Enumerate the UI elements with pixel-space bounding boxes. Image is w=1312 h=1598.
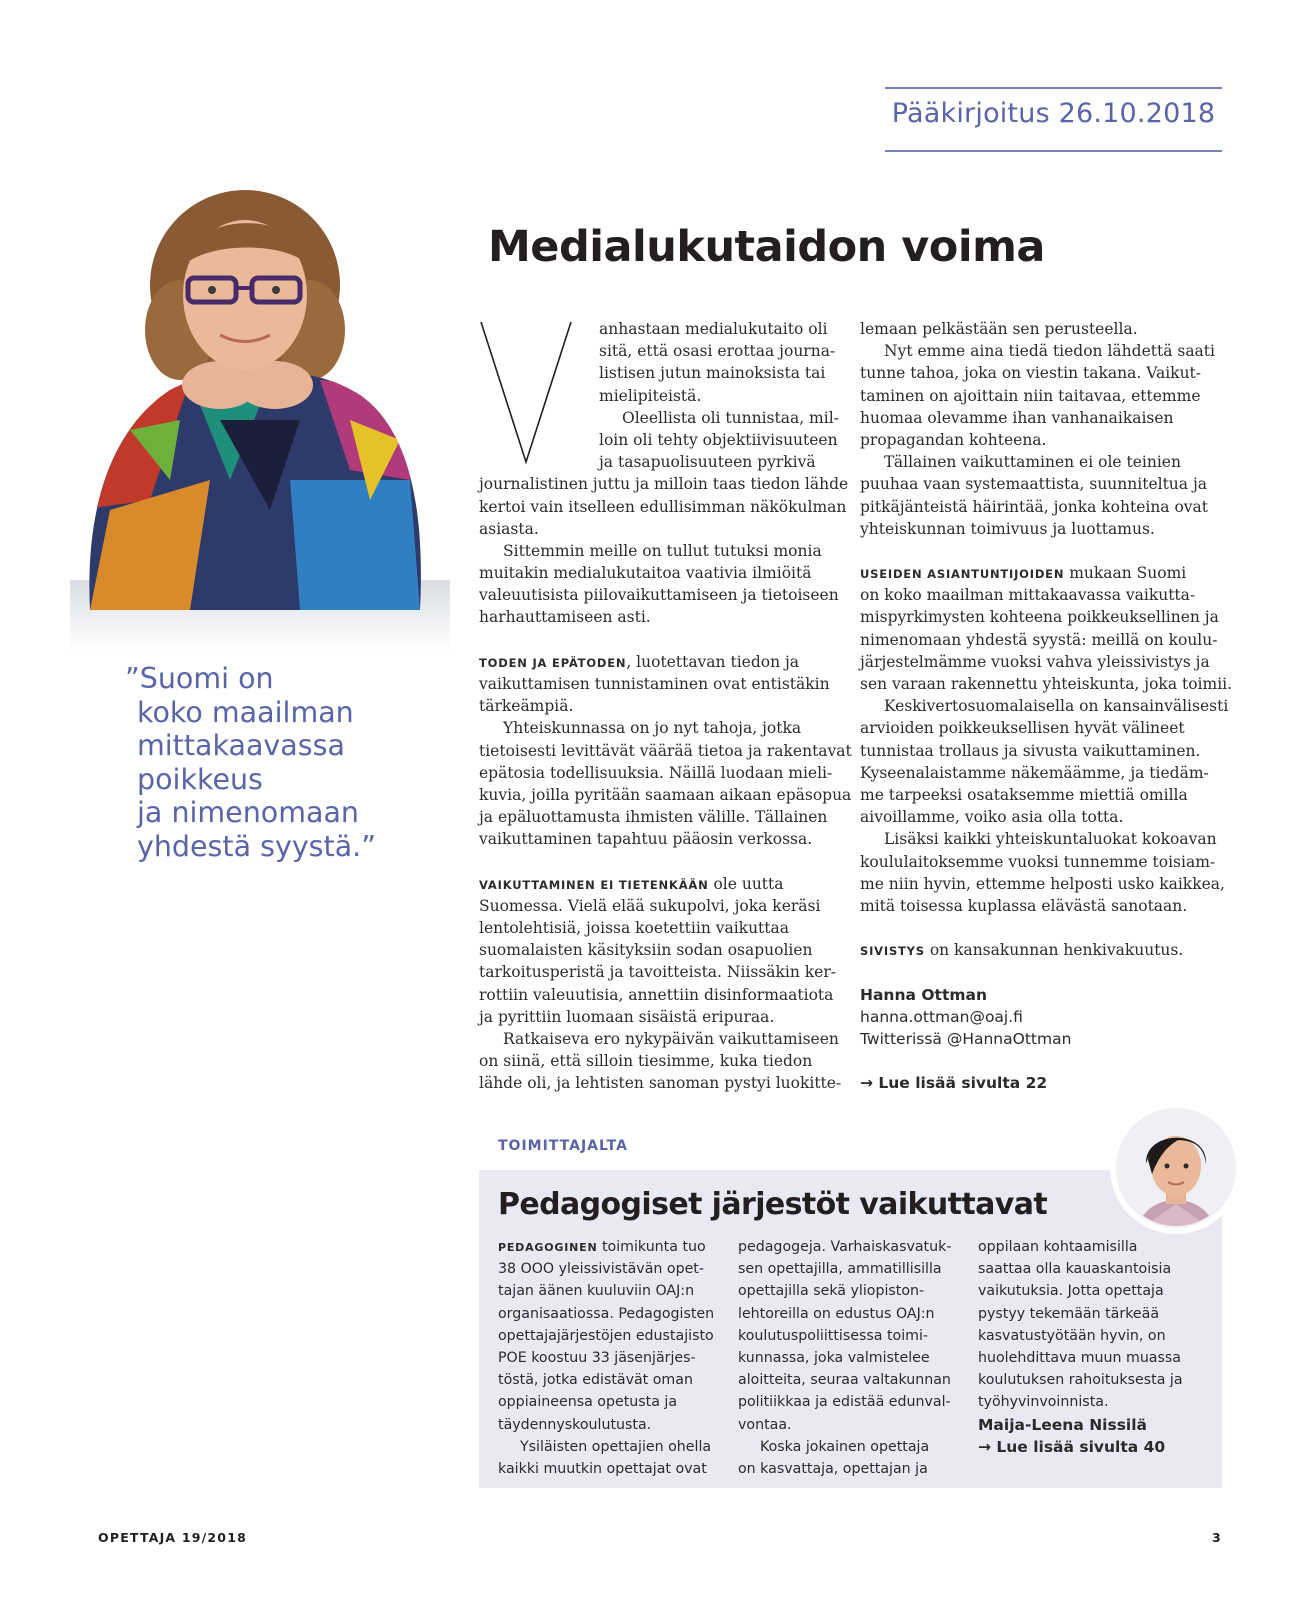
text-line bbox=[738, 1458, 951, 1480]
text-run: kasvatustyötään hyvin, on bbox=[978, 1327, 1166, 1344]
text-line bbox=[479, 917, 839, 939]
text-line bbox=[860, 518, 1220, 540]
text-line bbox=[978, 1280, 1183, 1302]
text-run: sen opettajilla, ammatillisilla bbox=[738, 1261, 942, 1278]
text-line bbox=[860, 695, 1229, 717]
text-line bbox=[978, 1325, 1183, 1347]
text-run: me niin hyvin, ettemme helposti usko kaikkea, bbox=[860, 874, 1225, 893]
text-run: Maija-Leena Nissilä bbox=[978, 1415, 1148, 1434]
text-line bbox=[978, 1303, 1183, 1325]
text-run: Hanna Ottman bbox=[860, 985, 987, 1004]
text-line bbox=[860, 340, 1220, 362]
text-run: oppiaineensa opetusta ja bbox=[498, 1394, 678, 1411]
text-run: Yhteiskunnassa on jo nyt tahoja, jotka bbox=[503, 719, 802, 738]
text-line bbox=[479, 828, 839, 850]
text-run: töstä, jotka edistävät oman bbox=[498, 1372, 693, 1389]
text-run: opettajajärjestöjen edustajisto bbox=[498, 1327, 714, 1344]
paragraph-gap bbox=[860, 917, 1220, 939]
text-line bbox=[738, 1347, 951, 1369]
text-run: on kansakunnan henkivakuutus. bbox=[924, 941, 1184, 960]
editorial-column-3 bbox=[978, 1236, 1183, 1458]
text-run: asiasta. bbox=[479, 519, 539, 538]
text-line bbox=[860, 606, 1220, 628]
text-line bbox=[860, 984, 1220, 1006]
text-line bbox=[498, 1303, 714, 1325]
text-line bbox=[860, 784, 1220, 806]
text-run: Ysiläisten opettajien ohella bbox=[520, 1438, 712, 1455]
text-line bbox=[860, 584, 1220, 606]
text-line bbox=[479, 895, 839, 917]
section-kicker: Pääkirjoitus 26.10.2018 bbox=[891, 98, 1216, 129]
text-run: hanna.ottman@oaj.fi bbox=[860, 1007, 1023, 1026]
pull-quote bbox=[125, 662, 425, 864]
text-run: Nyt emme aina tiedä tiedon lähdettä saati bbox=[884, 342, 1215, 361]
text-run: sitä, että osasi erottaa journa- bbox=[599, 342, 836, 361]
drop-cap-letter: V bbox=[479, 320, 480, 321]
text-line bbox=[860, 318, 1220, 340]
text-line bbox=[479, 961, 839, 983]
paragraph-gap bbox=[860, 961, 1220, 983]
text-line bbox=[479, 784, 852, 806]
text-run: Kyseenalaistamme näkemäämme, ja tiedäm- bbox=[860, 763, 1209, 782]
text-run: lehtoreilla on edustus OAJ:n bbox=[738, 1305, 935, 1322]
text-line bbox=[479, 496, 847, 518]
text-run: ole uutta bbox=[708, 874, 784, 893]
text-run: harhauttamiseen asti. bbox=[479, 608, 651, 627]
text-line bbox=[978, 1414, 1183, 1436]
text-run: Koska jokainen opettaja bbox=[760, 1438, 930, 1455]
text-run: Lisäksi kaikki yhteiskuntaluokat kokoavan bbox=[884, 830, 1217, 849]
text-line bbox=[498, 1436, 714, 1458]
text-line bbox=[978, 1436, 1183, 1458]
text-run: tarkoitusperistä ja tavoitteista. Niissäkin ker- bbox=[479, 963, 836, 982]
text-run: nimenomaan yhdestä syystä: meillä on koulu- bbox=[860, 630, 1218, 649]
text-line bbox=[860, 806, 1220, 828]
text-line bbox=[479, 1028, 839, 1050]
text-line bbox=[479, 385, 839, 407]
text-line bbox=[860, 451, 1220, 473]
text-run: pystyy tekemään tärkeää bbox=[978, 1305, 1160, 1322]
text-line bbox=[860, 629, 1220, 651]
pull-quote-line: mittakaavassa bbox=[137, 729, 345, 763]
text-line bbox=[479, 340, 839, 362]
text-run: opettajilla sekä yliopiston- bbox=[738, 1283, 925, 1300]
text-run: pedagogeja. Varhaiskasvatuk- bbox=[738, 1239, 952, 1255]
text-line bbox=[860, 473, 1220, 495]
text-line bbox=[738, 1369, 951, 1391]
text-line bbox=[860, 407, 1220, 429]
text-line bbox=[498, 1258, 714, 1280]
paragraph-lead-in: PEDAGOGINEN bbox=[498, 1241, 598, 1254]
text-run: on siinä, että silloin tiesimme, kuka tiedon bbox=[479, 1052, 813, 1071]
text-run: koululaitoksemme vuoksi tunnemme toisiam- bbox=[860, 852, 1216, 871]
pull-quote-line: koko maailman bbox=[137, 695, 354, 729]
text-line bbox=[479, 1072, 842, 1094]
text-line bbox=[860, 673, 1233, 695]
text-run: oppilaan kohtaamisilla bbox=[978, 1239, 1138, 1255]
text-run: lentolehtisiä, joissa koetettiin vaikuttaa bbox=[479, 919, 789, 938]
text-run: propagandan kohteena. bbox=[860, 430, 1047, 449]
text-line bbox=[479, 651, 839, 673]
text-run: järjestelmämme vuoksi vahva yleissivistys ja bbox=[860, 652, 1210, 671]
text-run: toimikunta tuo bbox=[597, 1239, 706, 1255]
text-line bbox=[860, 895, 1220, 917]
text-run: loin oli tehty objektiivisuuteen bbox=[599, 430, 838, 449]
text-line bbox=[738, 1236, 951, 1258]
article-column-2 bbox=[860, 318, 1233, 1095]
text-line bbox=[860, 496, 1220, 518]
text-line bbox=[479, 717, 839, 739]
text-run: on koko maailman mittakaavassa vaikutta- bbox=[860, 586, 1196, 605]
text-line bbox=[860, 385, 1220, 407]
text-line bbox=[498, 1414, 714, 1436]
text-run: taminen on ajoittain niin taitavaa, ettemme bbox=[860, 386, 1201, 405]
text-line bbox=[498, 1391, 714, 1413]
text-run: ja pyrittiin luomaan sisäistä eripuraa. bbox=[479, 1007, 775, 1026]
text-run: huomaa olevamme ihan vanhanaikaisen bbox=[860, 408, 1174, 427]
text-run: rottiin valeuutisia, annettiin disinformaatiota bbox=[479, 985, 834, 1004]
text-run: puuhaa vaan systemaattista, suunniteltua ja bbox=[860, 475, 1207, 494]
text-line bbox=[978, 1347, 1183, 1369]
text-run: lemaan pelkästään sen perusteella. bbox=[860, 320, 1138, 338]
text-run: pitkäjänteistä häirintää, jonka kohteina ovat bbox=[860, 497, 1209, 516]
magazine-issue: OPETTAJA 19/2018 bbox=[98, 1530, 247, 1545]
text-run: anhastaan medialukutaito oli bbox=[599, 320, 828, 338]
pull-quote-line: poikkeus bbox=[137, 762, 263, 796]
text-line bbox=[498, 1369, 714, 1391]
text-run: Oleellista oli tunnistaa, mil- bbox=[622, 408, 839, 427]
text-line bbox=[860, 873, 1225, 895]
text-run: tietoisesti levittävät väärää tietoa ja rakentavat bbox=[479, 741, 852, 760]
pull-quote-line: yhdestä syystä.” bbox=[137, 829, 376, 863]
text-line bbox=[479, 695, 839, 717]
paragraph-lead-in: TODEN JA EPÄTODEN bbox=[479, 655, 627, 670]
text-run: vaikuttaminen tapahtuu pääosin verkossa. bbox=[479, 830, 813, 849]
text-line bbox=[860, 828, 1220, 850]
pull-quote-line: ”Suomi on bbox=[125, 662, 274, 695]
text-run: vaikutuksia. Jotta opettaja bbox=[978, 1283, 1164, 1300]
text-run: ja tasapuolisuuteen pyrkivä bbox=[599, 453, 816, 472]
text-run: lähde oli, ja lehtisten sanoman pystyi luokitte- bbox=[479, 1074, 842, 1093]
page-number: 3 bbox=[1212, 1530, 1221, 1545]
text-run: muitakin medialukutaitoa vaativia ilmiöitä bbox=[479, 564, 812, 583]
text-line bbox=[860, 429, 1220, 451]
pull-quote-line: ja nimenomaan bbox=[137, 796, 359, 830]
text-line bbox=[860, 1072, 1220, 1094]
text-run: tärkeämpiä. bbox=[479, 697, 574, 716]
text-run: valeuutisista piilovaikuttamiseen ja tietoiseen bbox=[479, 586, 839, 605]
text-line bbox=[978, 1258, 1183, 1280]
editorial-title: Pedagogiset järjestöt vaikuttavat bbox=[498, 1187, 1048, 1222]
text-run: kunnassa, joka valmistelee bbox=[738, 1349, 930, 1366]
text-line bbox=[978, 1369, 1183, 1391]
text-line bbox=[860, 562, 1220, 584]
text-run: Sittemmin meille on tullut tutuksi monia bbox=[503, 541, 822, 560]
text-line bbox=[479, 1006, 839, 1028]
text-line bbox=[479, 473, 849, 495]
text-line bbox=[738, 1280, 951, 1302]
text-run: politiikkaa ja edistää edunval- bbox=[738, 1394, 951, 1411]
text-run: kuvia, joilla pyritään saamaan aikaan epäsopua bbox=[479, 785, 852, 804]
text-run: epätosia todellisuuksia. Näillä luodaan mieli- bbox=[479, 763, 833, 782]
text-line bbox=[479, 939, 839, 961]
text-run: koulutuspoliittisessa toimi- bbox=[738, 1327, 929, 1344]
text-run: mukaan Suomi bbox=[1064, 564, 1187, 583]
text-run: sen varaan rakennettu yhteiskunta, joka toimii. bbox=[860, 675, 1233, 693]
paragraph-gap bbox=[860, 1050, 1220, 1072]
text-line bbox=[860, 1006, 1220, 1028]
header-rule-top bbox=[885, 87, 1222, 89]
text-run: , luotettavan tiedon ja bbox=[626, 652, 800, 671]
text-line bbox=[738, 1258, 951, 1280]
text-run: mielipiteistä. bbox=[599, 386, 702, 405]
text-line bbox=[479, 318, 839, 340]
editorial-label: TOIMITTAJALTA bbox=[498, 1138, 628, 1154]
text-line bbox=[498, 1236, 714, 1258]
text-line bbox=[498, 1458, 714, 1480]
text-run: koulutuksen rahoituksesta ja bbox=[978, 1372, 1183, 1389]
text-line bbox=[978, 1236, 1183, 1258]
text-run: kaikki muutkin opettajat ovat bbox=[498, 1460, 707, 1477]
text-run: täydennyskoulutusta. bbox=[498, 1416, 652, 1433]
paragraph-gap bbox=[860, 540, 1220, 562]
text-line bbox=[479, 362, 839, 384]
text-run: työhyvinvoinnista. bbox=[978, 1394, 1109, 1411]
text-run: huolehdittava muun muassa bbox=[978, 1349, 1181, 1366]
header-rule-bottom bbox=[885, 150, 1222, 152]
text-run: Suomessa. Vielä elää sukupolvi, joka keräsi bbox=[479, 896, 821, 915]
text-run: Tällainen vaikuttaminen ei ole teinien bbox=[884, 453, 1181, 472]
text-run: journalistinen juttu ja milloin taas tiedon lähde bbox=[479, 475, 849, 494]
text-line bbox=[479, 762, 839, 784]
text-line bbox=[479, 540, 839, 562]
text-line bbox=[479, 518, 839, 540]
text-line bbox=[860, 1028, 1220, 1050]
text-run: → Lue lisää sivulta 22 bbox=[860, 1074, 1048, 1093]
text-line bbox=[479, 451, 839, 473]
paragraph-lead-in: SIVISTYS bbox=[860, 944, 925, 959]
text-line bbox=[738, 1436, 951, 1458]
text-run: Ratkaiseva ero nykypäivän vaikuttamiseen bbox=[503, 1030, 839, 1048]
text-line bbox=[738, 1414, 951, 1436]
text-run: ja epäluottamusta ihmisten välille. Tällainen bbox=[479, 808, 828, 827]
text-run: on kasvattaja, opettajan ja bbox=[738, 1460, 928, 1477]
text-run: 38 OOO yleissivistävän opet- bbox=[498, 1261, 704, 1278]
text-line bbox=[978, 1391, 1183, 1413]
text-line bbox=[479, 562, 839, 584]
text-line bbox=[479, 584, 839, 606]
text-line bbox=[498, 1325, 714, 1347]
text-line bbox=[738, 1303, 951, 1325]
text-line bbox=[860, 939, 1220, 961]
text-run: mispyrkimysten kohteena poikkeuksellinen ja bbox=[860, 608, 1219, 627]
text-run: suomalaisten käsityksiin sodan osapuolien bbox=[479, 941, 813, 960]
text-line bbox=[860, 717, 1220, 739]
article-title: Medialukutaidon voima bbox=[488, 222, 1045, 272]
text-run: saattaa olla kauaskantoisia bbox=[978, 1261, 1172, 1278]
text-run: listisen jutun mainoksista tai bbox=[599, 364, 826, 383]
text-run: → Lue lisää sivulta 40 bbox=[978, 1437, 1166, 1456]
text-run: POE koostuu 33 jäsenjärjes- bbox=[498, 1349, 696, 1366]
text-line bbox=[738, 1325, 951, 1347]
text-run: arvioiden poikkeuksellisen hyvät välineet bbox=[860, 719, 1185, 738]
text-line bbox=[479, 873, 839, 895]
text-run: Keskivertosuomalaisella on kansainvälisesti bbox=[884, 697, 1229, 716]
text-line bbox=[860, 362, 1220, 384]
text-line bbox=[479, 984, 839, 1006]
text-line bbox=[479, 429, 839, 451]
text-run: Twitterissä @HannaOttman bbox=[860, 1030, 1072, 1048]
paragraph-gap bbox=[479, 851, 839, 873]
paragraph-gap bbox=[479, 629, 839, 651]
text-line bbox=[479, 673, 839, 695]
text-line bbox=[479, 407, 839, 429]
text-line bbox=[498, 1280, 714, 1302]
text-run: tunne tahoa, joka on viestin takana. Vaikut- bbox=[860, 364, 1202, 383]
editorial-column-1 bbox=[498, 1236, 714, 1480]
editorial-column-2 bbox=[738, 1236, 951, 1480]
text-line bbox=[479, 806, 839, 828]
editor-avatar bbox=[1108, 1100, 1244, 1236]
text-run: aloitteita, seuraa valtakunnan bbox=[738, 1372, 951, 1389]
text-run: kertoi vain itselleen edullisimman näkökulman bbox=[479, 497, 847, 516]
author-portrait bbox=[70, 180, 450, 650]
text-line bbox=[860, 740, 1220, 762]
text-line bbox=[479, 740, 852, 762]
text-run: mitä toisessa kuplassa elävästä sanotaan. bbox=[860, 896, 1188, 915]
text-line bbox=[860, 851, 1220, 873]
text-run: aivoillamme, voiko asia olla totta. bbox=[860, 808, 1124, 827]
text-line bbox=[479, 606, 839, 628]
text-run: me tarpeeksi osataksemme miettiä omilla bbox=[860, 785, 1188, 804]
text-run: tajan äänen kuuluviin OAJ:n bbox=[498, 1283, 695, 1300]
text-run: vaikuttamisen tunnistaminen ovat entistäkin bbox=[479, 675, 830, 693]
text-run: yhteiskunnan toimivuus ja luottamus. bbox=[860, 519, 1155, 538]
text-run: organisaatiossa. Pedagogisten bbox=[498, 1305, 715, 1322]
article-column-1 bbox=[479, 318, 852, 1095]
text-line bbox=[738, 1391, 951, 1413]
text-run: tunnistaa trollaus ja sivusta vaikuttaminen. bbox=[860, 741, 1201, 760]
text-line bbox=[479, 1050, 839, 1072]
text-run: vontaa. bbox=[738, 1416, 792, 1433]
text-line bbox=[860, 762, 1220, 784]
paragraph-lead-in: VAIKUTTAMINEN EI TIETENKÄÄN bbox=[479, 877, 709, 892]
paragraph-lead-in: USEIDEN ASIANTUNTIJOIDEN bbox=[860, 567, 1065, 582]
text-line bbox=[498, 1347, 714, 1369]
text-line bbox=[860, 651, 1220, 673]
